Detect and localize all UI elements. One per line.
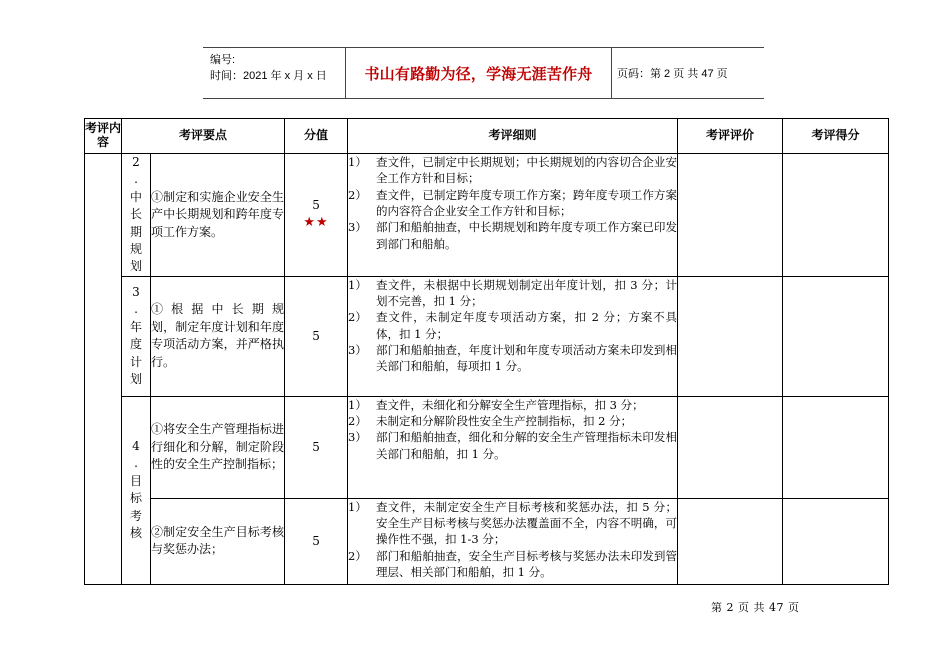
section-char: . — [134, 302, 138, 317]
rule-text: 部门和船舶抽查，年度计划和年度专项活动方案未印发到相关部门和船舶，每项扣 1 分。 — [376, 343, 678, 374]
section-char: 期 — [129, 224, 142, 239]
point-text: ① 根 据 中 长 期 规 划，制定年度计划和年度专项活动方案，并严格执行。 — [151, 276, 285, 396]
score-value: 5 — [312, 328, 320, 343]
rule-item — [348, 154, 677, 187]
point-text: ①制定和实施企业安全生产中长期规划和跨年度专项工作方案。 — [151, 154, 285, 277]
rule-text: 查文件，未根据中长期规划制定出年度计划，扣 3 分；计划不完善，扣 1 分； — [376, 277, 678, 309]
rule-item — [348, 219, 677, 252]
result-cell[interactable] — [783, 498, 889, 584]
rule-number: 1） — [348, 499, 367, 514]
section-label — [122, 154, 151, 277]
rule-number: 1） — [348, 155, 367, 169]
evaluation-cell[interactable] — [678, 396, 783, 498]
section-char: 划 — [129, 372, 142, 387]
rule-number: 3） — [348, 430, 367, 445]
rules-cell — [348, 396, 678, 498]
header-score: 分值 — [285, 119, 348, 154]
score-cell — [285, 154, 348, 277]
rule-item — [348, 277, 677, 310]
rule-text: 查文件，未细化和分解安全生产管理指标，扣 3 分； — [376, 397, 644, 412]
result-cell[interactable] — [783, 396, 889, 498]
section-char: 目 — [129, 473, 142, 488]
section-char: 划 — [129, 259, 142, 274]
header-rules: 考评细则 — [348, 119, 678, 154]
rule-number: 3） — [348, 343, 367, 358]
rules-cell — [348, 276, 678, 396]
evaluation-table — [84, 118, 889, 585]
header-result: 考评得分 — [783, 119, 889, 154]
rule-number: 2） — [348, 310, 367, 325]
section-char: 3 — [132, 285, 140, 300]
score-cell — [285, 276, 348, 396]
evaluation-cell[interactable] — [678, 498, 783, 584]
rule-text: 部门和船舶抽查，安全生产目标考核与奖惩办法未印发到管理层、相关部门和船舶，扣 1 分。 — [376, 548, 678, 580]
evaluation-cell[interactable] — [678, 276, 783, 396]
score-value: 5 — [312, 439, 320, 454]
point-text: ②制定安全生产目标考核与奖惩办法； — [151, 498, 285, 584]
section-char: 年 — [129, 319, 142, 334]
rule-item — [348, 429, 677, 462]
rule-number: 1） — [348, 277, 367, 292]
evaluation-cell[interactable] — [678, 154, 783, 277]
rule-number: 2） — [348, 414, 367, 429]
table-row — [85, 276, 889, 396]
section-char: 规 — [129, 241, 142, 256]
section-char: . — [134, 172, 138, 187]
header-evaluation: 考评评价 — [678, 119, 783, 154]
rule-item — [348, 397, 677, 413]
rule-item — [348, 548, 677, 581]
section-char: . — [134, 456, 138, 471]
table-header-row — [85, 119, 889, 154]
rule-number: 2） — [348, 187, 367, 202]
rule-text: 部门和船舶抽查，细化和分解的安全生产管理指标未印发相关部门和船舶，扣 1 分。 — [376, 430, 678, 461]
rule-text: 查文件，未制定安全生产目标考核和奖惩办法，扣 5 分；安全生产目标考核与奖惩办法覆盖面不全，内容不明确，可操作性不强，扣 1-3 分； — [376, 499, 678, 547]
doc-number-label: 编号: — [210, 54, 236, 66]
header-page-info: 页码：第 2 页 共 47 页 — [617, 68, 728, 80]
page-footer: 第 2 页 共 47 页 — [711, 601, 800, 614]
rule-text: 查文件，已制定跨年度专项工作方案；跨年度专项工作方案的内容符合企业安全工作方针和目标； — [376, 187, 678, 218]
rule-item — [348, 499, 677, 548]
rule-number: 3） — [348, 220, 367, 235]
rule-number: 2） — [348, 548, 367, 563]
score-value: 5 — [312, 533, 320, 548]
section-char: 考 — [129, 508, 142, 523]
content-cell — [85, 154, 122, 585]
section-char: 长 — [129, 207, 142, 222]
rule-text: 部门和船舶抽查，中长期规划和跨年度专项工作方案已印发到部门和船舶。 — [376, 220, 678, 251]
rule-item — [348, 187, 677, 220]
table-row — [85, 498, 889, 584]
section-char: 4 — [132, 439, 140, 454]
table-row — [85, 396, 889, 498]
rule-number: 1） — [348, 397, 367, 412]
header-motto: 书山有路勤为径，学海无涯苦作舟 — [346, 48, 612, 98]
rule-text: 未制定和分解阶段性安全生产控制指标，扣 2 分； — [376, 414, 633, 429]
rule-item — [348, 413, 677, 429]
section-label — [122, 276, 151, 396]
rule-text: 查文件，已制定中长期规划；中长期规划的内容切合企业安全工作方针和目标； — [376, 155, 678, 186]
table-row — [85, 154, 889, 277]
section-char: 核 — [129, 526, 142, 541]
score-value: 5 — [312, 197, 320, 212]
header-points: 考评要点 — [122, 119, 285, 154]
rule-text: 查文件，未制定年度专项活动方案，扣 2 分；方案不具体，扣 1 分； — [376, 310, 678, 341]
section-char: 计 — [129, 354, 142, 369]
rule-item — [348, 309, 677, 342]
star-rating-icon: ★★ — [303, 215, 329, 231]
section-char: 2 — [132, 155, 140, 169]
result-cell[interactable] — [783, 154, 889, 277]
section-char: 标 — [129, 491, 142, 506]
section-char: 中 — [129, 189, 142, 204]
page-header — [203, 47, 764, 99]
point-text: ①将安全生产管理指标进行细化和分解，制定阶段性的安全生产控制指标； — [151, 396, 285, 498]
rules-cell — [348, 154, 678, 277]
rule-item — [348, 342, 677, 375]
score-cell — [285, 498, 348, 584]
header-meta — [203, 48, 346, 98]
section-char: 度 — [129, 337, 142, 352]
rules-cell — [348, 498, 678, 584]
section-label — [122, 396, 151, 584]
doc-time: 时间：2021 年 x 月 x 日 — [210, 70, 327, 82]
score-cell — [285, 396, 348, 498]
result-cell[interactable] — [783, 276, 889, 396]
header-content: 考评内容 — [85, 119, 122, 154]
